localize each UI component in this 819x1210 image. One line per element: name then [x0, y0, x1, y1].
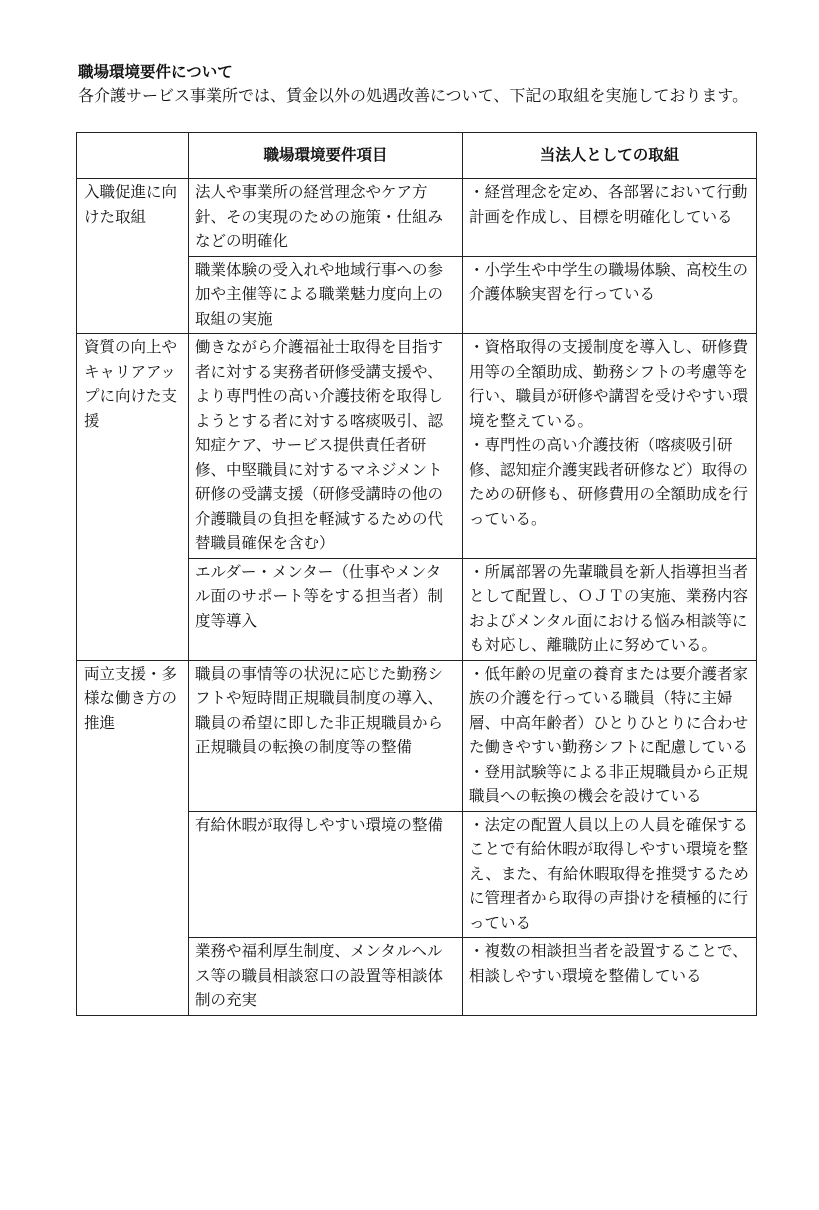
item-cell: 職業体験の受入れや地域行事への参加や主催等による職業魅力度向上の取組の実施 — [189, 256, 463, 334]
measure-cell: ・資格取得の支援制度を導入し、研修費用等の全額助成、勤務シフトの考慮等を行い、職員が研修や講習を受けやすい環境を整えている。 ・専門性の高い介護技術（喀痰吸引研修、認知症介護実践者研修など）取得のための研修も、研修費用の全額助成を行っている。 — [463, 334, 757, 559]
item-cell: 有給休暇が取得しやすい環境の整備 — [189, 811, 463, 938]
measure-cell: ・低年齢の児童の養育または要介護者家族の介護を行っている職員（特に主婦層、中高年齢者）ひとりひとりに合わせた働きやすい勤務シフトに配慮している ・登用試験等による非正規職員から正規職員への転換の機会を設けている — [463, 660, 757, 811]
item-cell: 業務や福利厚生制度、メンタルヘルス等の職員相談窓口の設置等相談体制の充実 — [189, 938, 463, 1016]
measure-cell: ・経営理念を定め、各部署において行動計画を作成し、目標を明確化している — [463, 179, 757, 257]
page-title: 職場環境要件について — [78, 63, 233, 81]
measure-cell: ・複数の相談担当者を設置することで、相談しやすい環境を整備している — [463, 938, 757, 1016]
header-category — [77, 133, 189, 179]
item-cell: 職員の事情等の状況に応じた勤務シフトや短時間正規職員制度の導入、職員の希望に即した非正規職員から正規職員の転換の制度等の整備 — [189, 660, 463, 811]
table-row — [77, 660, 757, 811]
header-item: 職場環境要件項目 — [189, 133, 463, 179]
table-row — [77, 334, 757, 559]
measure-cell: ・所属部署の先輩職員を新人指導担当者として配置し、ＯＪＴの実施、業務内容およびメンタル面における悩み相談等にも対応し、離職防止に努めている。 — [463, 558, 757, 660]
category-cell: 両立支援・多様な働き方の推進 — [77, 660, 189, 1015]
header-measure: 当法人としての取組 — [463, 133, 757, 179]
table-header-row — [77, 133, 757, 179]
measure-cell: ・小学生や中学生の職場体験、高校生の介護体験実習を行っている — [463, 256, 757, 334]
requirements-table — [76, 132, 757, 1016]
item-cell: エルダー・メンター（仕事やメンタル面のサポート等をする担当者）制度等導入 — [189, 558, 463, 660]
category-cell: 資質の向上やキャリアアップに向けた支援 — [77, 334, 189, 661]
category-cell: 入職促進に向けた取組 — [77, 179, 189, 334]
table-row — [77, 179, 757, 257]
item-cell: 働きながら介護福祉士取得を目指す者に対する実務者研修受講支援や、より専門性の高い介護技術を取得しようとする者に対する喀痰吸引、認知症ケア、サービス提供責任者研修、中堅職員に対するマネジメント研修の受講支援（研修受講時の他の介護職員の負担を軽減するための代替職員確保を含む） — [189, 334, 463, 559]
measure-cell: ・法定の配置人員以上の人員を確保することで有給休暇が取得しやすい環境を整え、また、有給休暇取得を推奨するために管理者から取得の声掛けを積極的に行っている — [463, 811, 757, 938]
item-cell: 法人や事業所の経営理念やケア方針、その実現のための施策・仕組みなどの明確化 — [189, 179, 463, 257]
intro-text: 各介護サービス事業所では、賃金以外の処遇改善について、下記の取組を実施しております。 — [78, 86, 749, 105]
